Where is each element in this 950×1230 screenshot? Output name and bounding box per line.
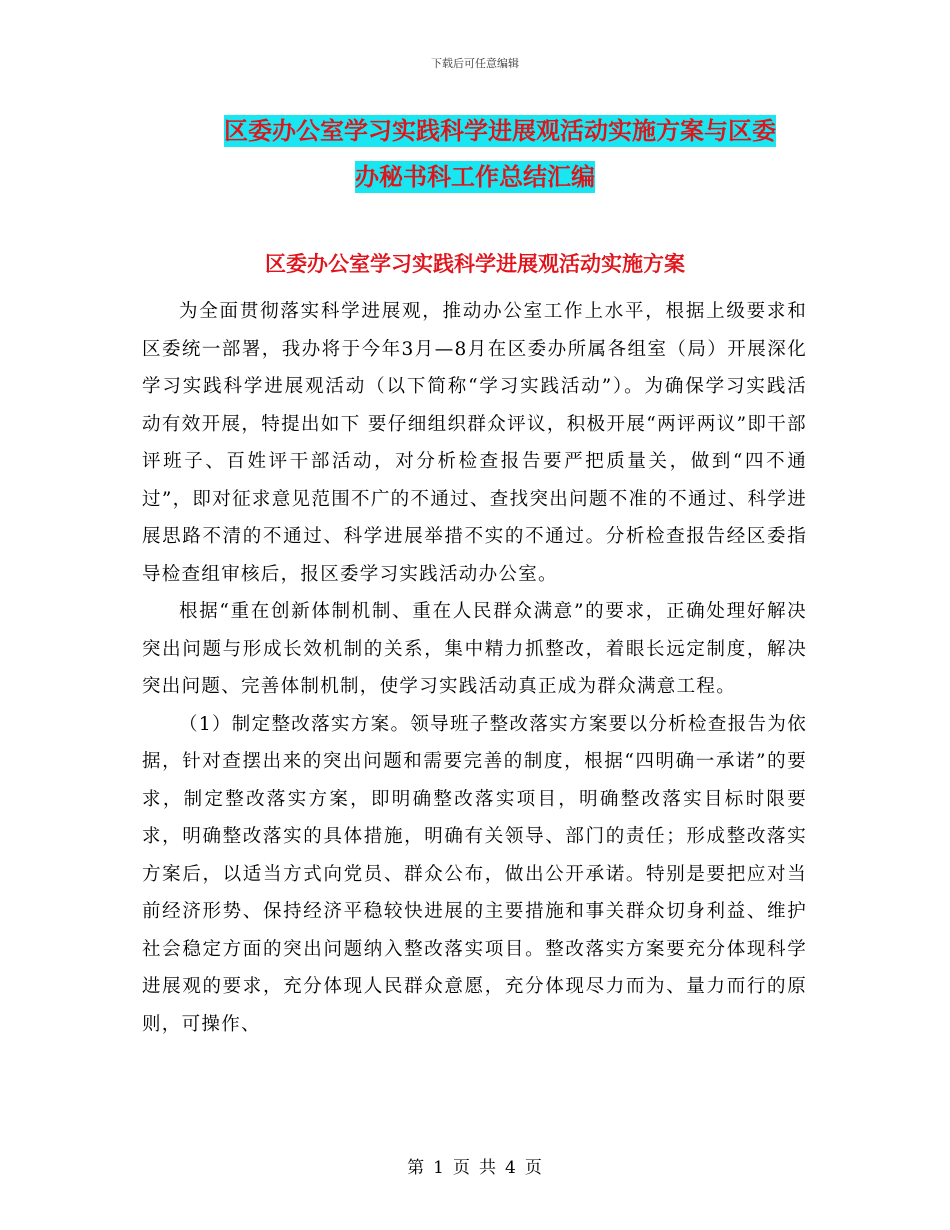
body-paragraph-1: 为全面贯彻落实科学进展观，推动办公室工作上水平，根据上级要求和区委统一部署，我办将于今年3月—8月在区委办所属各组室（局）开展深化学习实践科学进展观活动（以下简称“学习实践活动”）。为确保学习实践活动有效开展，特提出如下 要仔细组织群众评议，积极开展“两评两议”即干部评班子、百姓评干部活动，对分析检查报告要严把质量关，做到“四不通过”，即对征求意见范围不广的不通过、查找突出问题不准的不通过、科学进展思路不清的不通过、科学进展举措不实的不通过。分析检查报告经区委指导检查组审核后，报区委学习实践活动办公室。 <box>142 301 807 585</box>
body-paragraph-3: （1）制定整改落实方案。领导班子整改落实方案要以分析检查报告为依据，针对查摆出来的突出问题和需要完善的制度，根据“四明确一承诺”的要求，制定整改落实方案，即明确整改落实项目，明确整改落实目标时限要求，明确整改落实的具体措施，明确有关领导、部门的责任；形成整改落实方案后，以适当方式向党员、群众公布，做出公开承诺。特别是要把应对当前经济形势、保持经济平稳较快进展的主要措施和事关群众切身利益、维护社会稳定方面的突出问题纳入整改落实项目。整改落实方案要充分体现科学进展观的要求，充分体现人民群众意愿，充分体现尽力而为、量力而行的原则，可操作、 <box>142 713 807 1035</box>
title-line-1-text: 区委办公室学习实践科学进展观活动实施方案与区委 <box>224 117 776 145</box>
section-title: 区委办公室学习实践科学进展观活动实施方案 <box>265 252 685 276</box>
footer-middle: 页 <box>453 1158 471 1178</box>
footer-page-number: 1 <box>433 1158 445 1178</box>
footer-suffix: 页 <box>524 1158 543 1178</box>
body-paragraph-2: 根据“重在创新体制机制、重在人民群众满意”的要求，正确处理好解决突出问题与形成长效机制的关系，集中精力抓整改，着眼长远定制度，解决突出问题、完善体制机制，使学习实践活动真正成为群众满意工程。 <box>142 601 807 697</box>
footer-total-pages: 4 <box>505 1158 517 1178</box>
page-footer <box>0 1153 950 1178</box>
document-title-line-1 <box>0 108 950 154</box>
footer-total-prefix: 共 <box>479 1158 497 1178</box>
title-line-2-text: 办秘书科工作总结汇编 <box>355 163 595 191</box>
page-header-note: 下载后可任意编辑 <box>431 57 519 70</box>
footer-prefix: 第 <box>407 1158 426 1178</box>
document-title-line-2 <box>0 154 950 200</box>
document-body <box>142 293 807 1043</box>
document-title <box>0 108 950 200</box>
